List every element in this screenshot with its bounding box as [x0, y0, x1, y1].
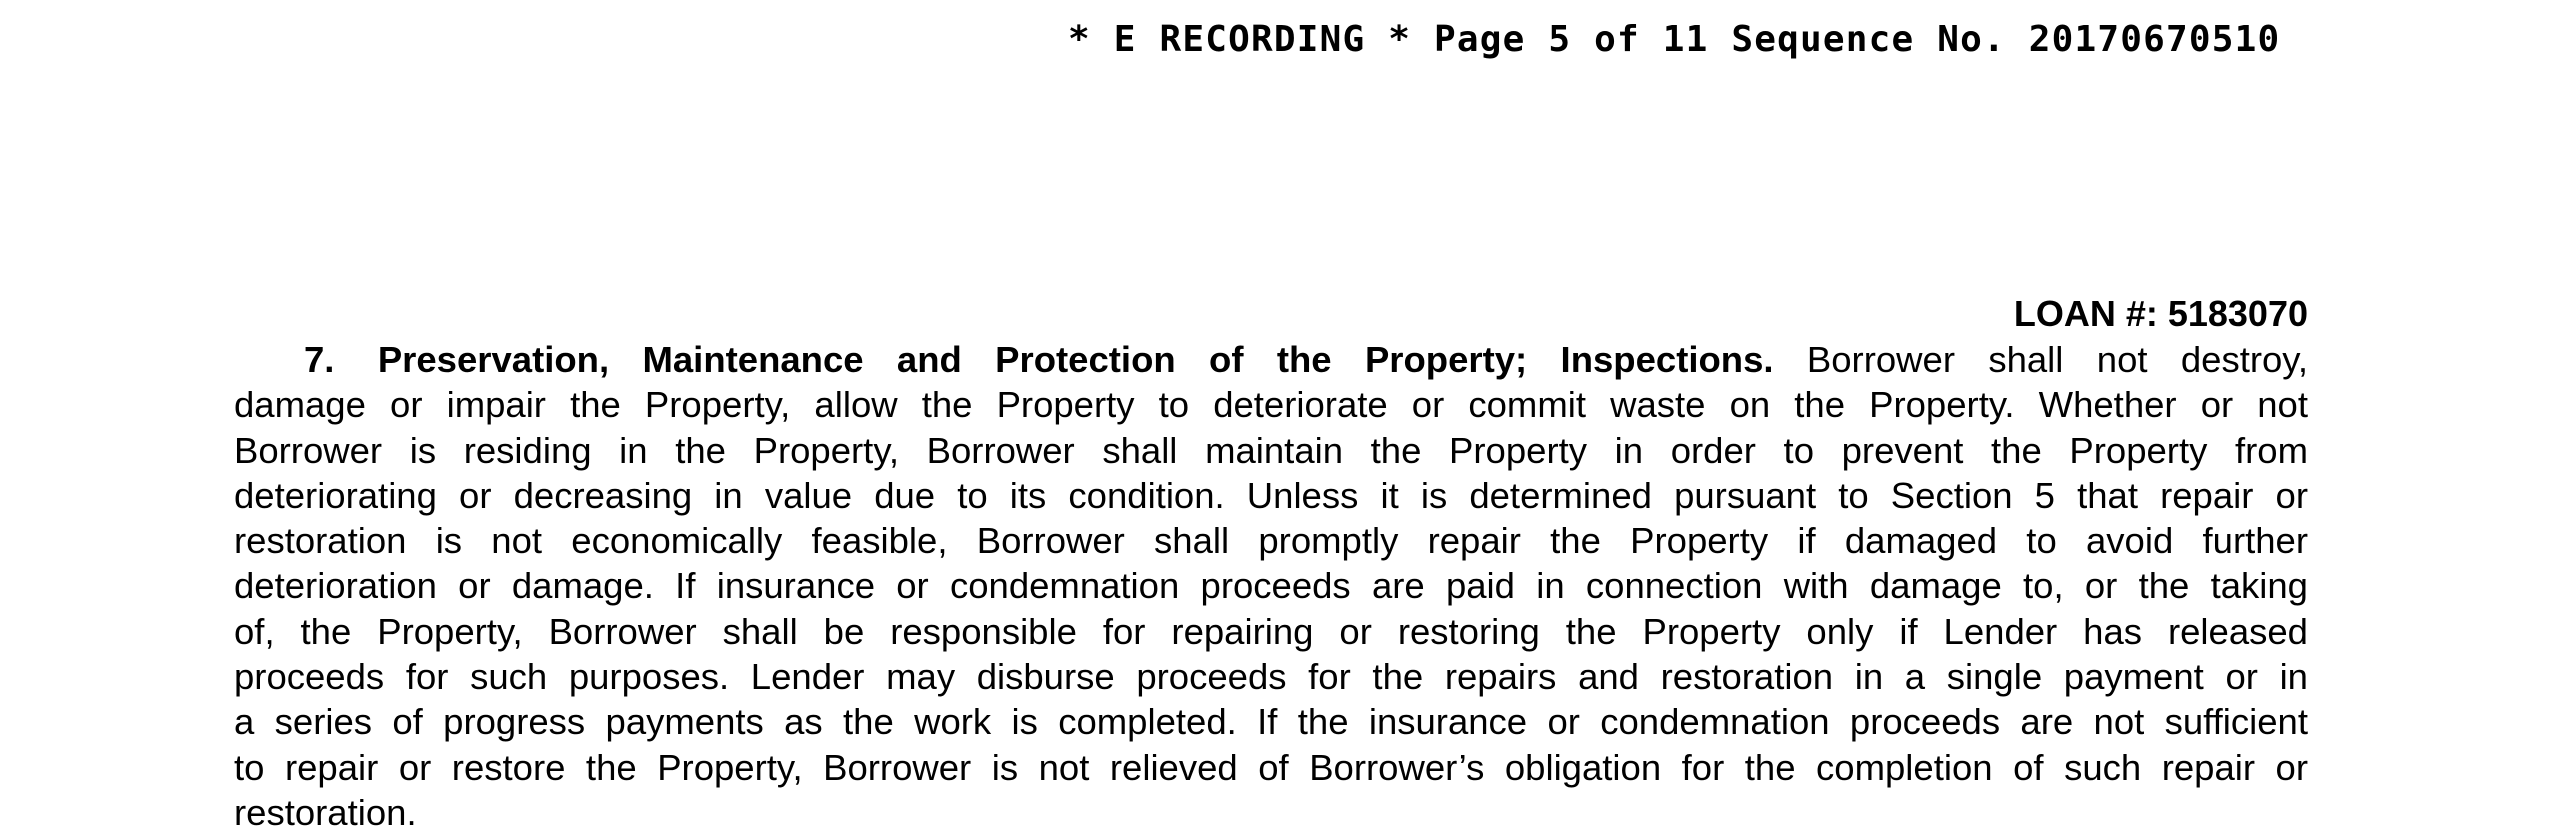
section-7	[234, 337, 2308, 835]
section-text-line: proceeds for such purposes. Lender may disburse proceeds for the repairs and restoration in a single payment or in	[234, 656, 2308, 698]
section-text-line: deteriorating or decreasing in value due to its condition. Unless it is determined pursuant to Section 5 that repair or	[234, 474, 2308, 516]
recording-header: * E RECORDING * Page 5 of 11 Sequence No. 20170670510	[1068, 19, 2281, 60]
section-heading: Preservation, Maintenance and Protection of the Property; Inspections.	[377, 339, 1774, 380]
section-text-line: damage or impair the Property, allow the Property to deteriorate or commit waste on the Property. Whether or not	[234, 384, 2308, 426]
section-text-line: to repair or restore the Property, Borrower is not relieved of Borrower’s obligation for the completion of such repair or	[234, 746, 2308, 788]
section-text-line: restoration.	[234, 791, 417, 833]
section-text-line: of, the Property, Borrower shall be responsible for repairing or restoring the Property only if Lender has released	[234, 610, 2308, 652]
section-text-line: deterioration or damage. If insurance or condemnation proceeds are paid in connection with damage to, or the taking	[234, 565, 2308, 607]
section-text-line: a series of progress payments as the work is completed. If the insurance or condemnation proceeds are not sufficient	[234, 701, 2308, 743]
section-7-first-line	[234, 337, 2308, 382]
section-text-line: restoration is not economically feasible, Borrower shall promptly repair the Property if damaged to avoid further	[234, 520, 2308, 562]
section-text-line: Borrower is residing in the Property, Borrower shall maintain the Property in order to prevent the Property from	[234, 429, 2308, 471]
loan-number: LOAN #: 5183070	[2013, 293, 2308, 334]
section-number: 7.	[304, 339, 335, 380]
section-text-start: Borrower shall not destroy,	[1806, 339, 2308, 380]
